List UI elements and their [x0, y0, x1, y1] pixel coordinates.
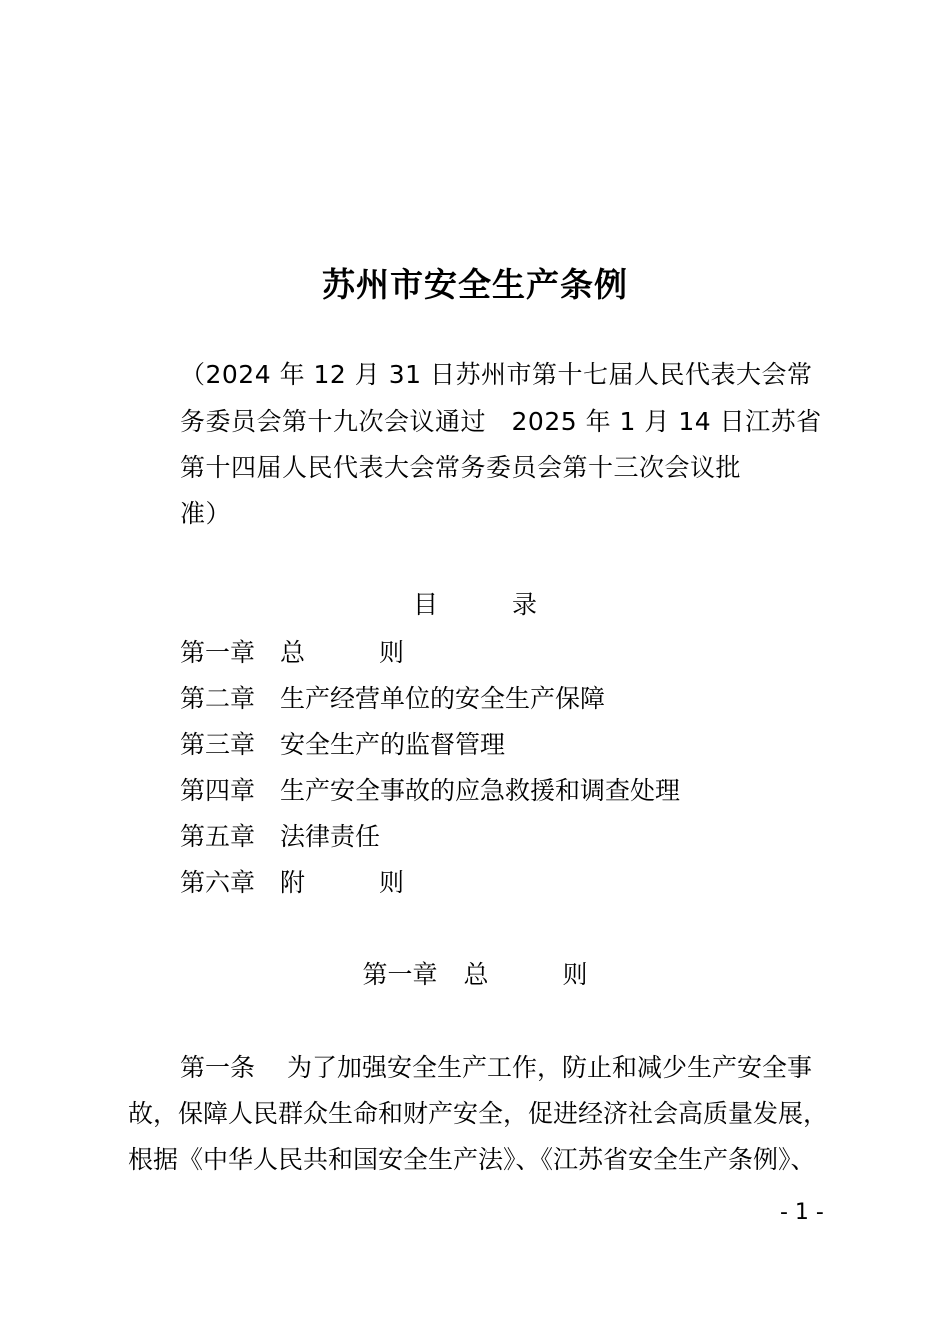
- toc-item-title-b: 则: [379, 868, 405, 897]
- toc-item-number: 第三章: [180, 730, 256, 759]
- approval-note-line-3: 第十四届人民代表大会常务委员会第十三次会议批: [180, 453, 742, 482]
- toc-item-number: 第六章: [180, 868, 256, 897]
- toc-heading-left: 目: [412, 590, 438, 619]
- chapter-heading-title-a: 总: [463, 960, 489, 989]
- article-label: 第一条: [180, 1053, 256, 1082]
- toc-item-title-b: 则: [379, 638, 405, 667]
- toc-item: [180, 820, 380, 854]
- chapter-heading-title-b: 则: [562, 960, 588, 989]
- chapter-heading-number: 第一章: [362, 960, 438, 989]
- toc-item-number: 第一章: [180, 638, 256, 667]
- toc-item-title: 法律责任: [280, 822, 381, 851]
- toc-heading-right: 录: [512, 590, 538, 619]
- toc-heading: [0, 588, 950, 622]
- toc-item-number: 第五章: [180, 822, 256, 851]
- toc-item-title-a: 附: [280, 868, 306, 897]
- article-line-1: [180, 1051, 812, 1085]
- toc-item-title: 安全生产的监督管理: [280, 730, 506, 759]
- toc-item-number: 第四章: [180, 776, 256, 805]
- article-text-1: 为了加强安全生产工作，防止和减少生产安全事: [287, 1053, 813, 1082]
- chapter-heading: [0, 958, 950, 992]
- toc-item: [180, 636, 404, 670]
- toc-item-number: 第二章: [180, 684, 256, 713]
- approval-note-line-1: （2024 年 12 月 31 日苏州市第十七届人民代表大会常: [180, 360, 813, 389]
- toc-item: [180, 728, 505, 762]
- toc-item-title: 生产经营单位的安全生产保障: [280, 684, 606, 713]
- toc-item: [180, 682, 605, 716]
- toc-item: [180, 774, 680, 808]
- document-title: 苏州市安全生产条例: [322, 265, 628, 304]
- page-number: - 1 -: [780, 1200, 824, 1225]
- toc-item-title: 生产安全事故的应急救援和调查处理: [280, 776, 681, 805]
- article-line-3: 根据《中华人民共和国安全生产法》、《江苏省安全生产条例》、: [128, 1145, 816, 1174]
- toc-item: [180, 866, 404, 900]
- approval-note-line-2: 务委员会第十九次会议通过 2025 年 1 月 14 日江苏省: [180, 407, 822, 436]
- article-line-2: 故，保障人民群众生命和财产安全，促进经济社会高质量发展，: [128, 1099, 829, 1128]
- toc-item-title-a: 总: [280, 638, 306, 667]
- approval-note-line-4: 准）: [180, 499, 232, 528]
